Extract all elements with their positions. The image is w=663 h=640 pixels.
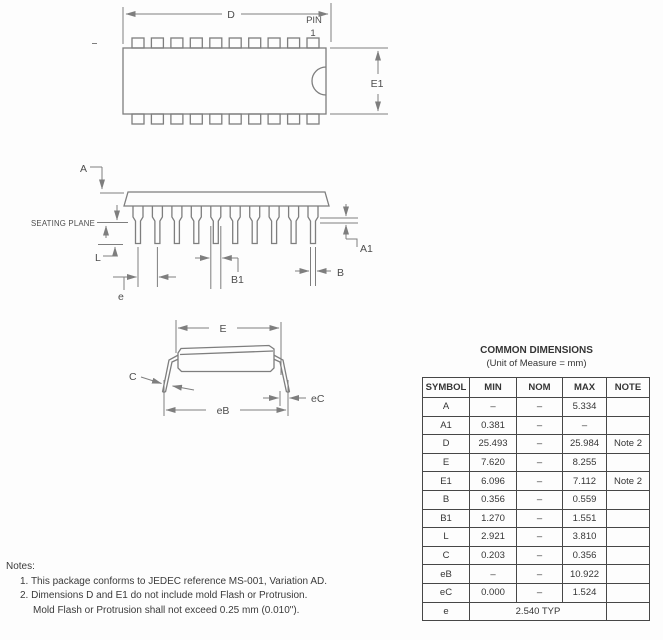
table-row xyxy=(423,565,650,584)
cell-note xyxy=(607,509,650,528)
cell-nom: – xyxy=(517,435,563,454)
cell-nom: – xyxy=(517,509,563,528)
note-item-2-continuation: Mold Flash or Protrusion shall not exceed 0.25 mm (0.010"). xyxy=(33,604,300,616)
cell-max: 10.922 xyxy=(563,565,607,584)
dim-label-d: D xyxy=(227,9,235,21)
cell-min: 2.921 xyxy=(470,528,517,547)
dim-label-b: B xyxy=(337,267,345,279)
cell-symbol: L xyxy=(423,528,470,547)
dim-label-b1: B1 xyxy=(231,274,244,286)
dim-label-a1: A1 xyxy=(360,243,373,255)
cell-max: – xyxy=(563,416,607,435)
cell-min: 0.381 xyxy=(470,416,517,435)
cell-max: 8.255 xyxy=(563,453,607,472)
cell-max: 1.551 xyxy=(563,509,607,528)
col-header-symbol: SYMBOL xyxy=(423,378,470,398)
table-row xyxy=(423,546,650,565)
col-header-max: MAX xyxy=(563,378,607,398)
table-row xyxy=(423,453,650,472)
cell-symbol: C xyxy=(423,546,470,565)
cell-max: 1.524 xyxy=(563,583,607,602)
c-arrow-right xyxy=(141,377,162,384)
common-dimensions-section xyxy=(422,344,651,621)
cell-note xyxy=(607,602,650,621)
cell-note xyxy=(607,398,650,417)
cell-note xyxy=(607,416,650,435)
notes-heading: Notes: xyxy=(6,561,35,572)
table-header-row xyxy=(423,378,650,398)
cell-note xyxy=(607,583,650,602)
top-view xyxy=(92,3,388,124)
dim-label-e1: E1 xyxy=(370,78,384,90)
cell-max: 7.112 xyxy=(563,472,607,491)
cell-symbol: eC xyxy=(423,583,470,602)
cell-min: 1.270 xyxy=(470,509,517,528)
cell-min: 25.493 xyxy=(470,435,517,454)
cell-symbol: eB xyxy=(423,565,470,584)
cell-max: 0.356 xyxy=(563,546,607,565)
cell-note xyxy=(607,546,650,565)
cell-nom: – xyxy=(517,453,563,472)
dim-label-e-width: E xyxy=(219,323,227,335)
cell-note xyxy=(607,528,650,547)
pin-label: PIN xyxy=(306,15,322,26)
cell-min: 7.620 xyxy=(470,453,517,472)
pin1-notch xyxy=(312,67,326,95)
package-body-end-view xyxy=(178,346,274,372)
package-body-top-view xyxy=(123,48,326,114)
table-title: COMMON DIMENSIONS xyxy=(480,345,593,356)
cell-max: 0.559 xyxy=(563,490,607,509)
dim-label-c: C xyxy=(129,371,137,383)
top-view-pins-upper xyxy=(132,38,319,48)
cell-max: 3.810 xyxy=(563,528,607,547)
cell-symbol: E1 xyxy=(423,472,470,491)
top-view-pins-lower xyxy=(132,114,319,124)
cell-min: 0.000 xyxy=(470,583,517,602)
cell-min: – xyxy=(470,565,517,584)
cell-note xyxy=(607,453,650,472)
package-body-side-view xyxy=(124,192,329,206)
end-view xyxy=(129,320,325,417)
note-item-2: 2. Dimensions D and E1 do not include mold Flash or Protrusion. xyxy=(20,590,308,602)
pin-number: 1 xyxy=(310,28,316,39)
table-row xyxy=(423,583,650,602)
table-row-e-typ xyxy=(423,602,650,621)
notes xyxy=(6,560,327,618)
cell-max: 5.334 xyxy=(563,398,607,417)
cell-max: 25.984 xyxy=(563,435,607,454)
c-arrow-left xyxy=(173,386,195,390)
cell-min: 6.096 xyxy=(470,472,517,491)
cell-note: Note 2 xyxy=(607,472,650,491)
cell-symbol: B xyxy=(423,490,470,509)
a1-leader xyxy=(346,239,357,247)
dim-label-e-pitch: e xyxy=(118,291,124,303)
cell-typ-value: 2.540 TYP xyxy=(470,602,607,621)
col-header-nom: NOM xyxy=(517,378,563,398)
cell-note: Note 2 xyxy=(607,435,650,454)
cell-symbol: A xyxy=(423,398,470,417)
col-header-min: MIN xyxy=(470,378,517,398)
cell-symbol: B1 xyxy=(423,509,470,528)
cell-symbol: e xyxy=(423,602,470,621)
cell-nom: – xyxy=(517,490,563,509)
dim-label-eb: eB xyxy=(216,405,230,417)
dim-label-a: A xyxy=(80,163,88,175)
table-row xyxy=(423,472,650,491)
table-row xyxy=(423,509,650,528)
cell-nom: – xyxy=(517,565,563,584)
table-subtitle: (Unit of Measure = mm) xyxy=(486,358,587,369)
dimensions-table xyxy=(422,377,650,621)
cell-min: 0.356 xyxy=(470,490,517,509)
side-view xyxy=(31,163,373,303)
cell-note xyxy=(607,490,650,509)
cell-nom: – xyxy=(517,583,563,602)
cell-min: – xyxy=(470,398,517,417)
seating-plane-label: SEATING PLANE xyxy=(31,219,95,228)
cell-symbol: E xyxy=(423,453,470,472)
side-view-pins xyxy=(133,206,318,244)
table-row xyxy=(423,490,650,509)
table-row xyxy=(423,435,650,454)
cell-note xyxy=(607,565,650,584)
table-row xyxy=(423,528,650,547)
cell-nom: – xyxy=(517,472,563,491)
dimensions-table-body xyxy=(423,398,650,621)
dim-label-ec: eC xyxy=(311,393,325,405)
dim-label-l: L xyxy=(95,252,101,264)
table-row xyxy=(423,398,650,417)
cell-nom: – xyxy=(517,546,563,565)
cell-nom: – xyxy=(517,528,563,547)
cell-nom: – xyxy=(517,416,563,435)
note-item-1: 1. This package conforms to JEDEC reference MS-001, Variation AD. xyxy=(20,575,327,587)
cell-symbol: D xyxy=(423,435,470,454)
cell-symbol: A1 xyxy=(423,416,470,435)
table-row xyxy=(423,416,650,435)
cell-min: 0.203 xyxy=(470,546,517,565)
cell-nom: – xyxy=(517,398,563,417)
col-header-note: NOTE xyxy=(607,378,650,398)
